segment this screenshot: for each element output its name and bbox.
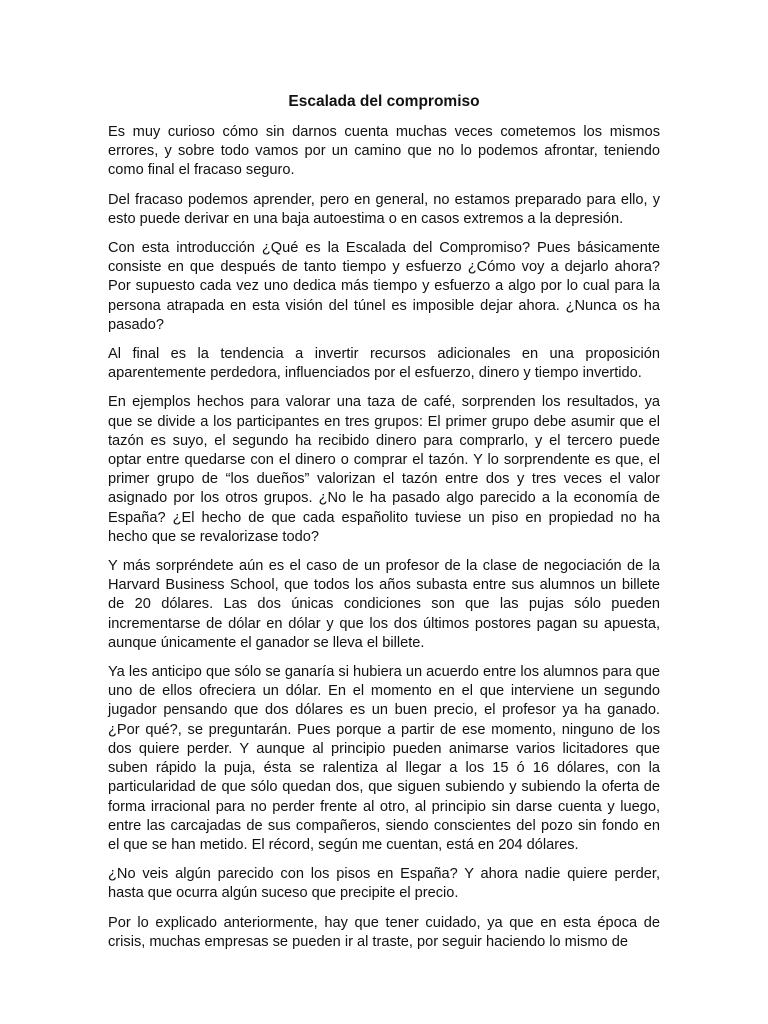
- paragraph-7: Ya les anticipo que sólo se ganaría si hubiera un acuerdo entre los alumnos para que uno de ellos ofreciera un dólar. En el momento en el que interviene un segundo jugador pensando que dos dólares es un buen precio, el profesor ya ha ganado. ¿Por qué?, se preguntarán. Pues porque a partir de ese momento, ninguno de los dos quiere perder. Y aunque al principio pueden animarse varios licitadores que suben rápido la puja, ésta se ralentiza al llegar a los 15 ó 16 dólares, con la particularidad de que sólo quedan dos, que siguen subiendo y subiendo la oferta de forma irracional para no perder frente al otro, al principio sin darse cuenta y luego, entre las carcajadas de sus compañeros, siendo conscientes del pozo sin fondo en el que se han metido. El récord, según me cuentan, está en 204 dólares.: [108, 664, 660, 853]
- paragraph-9: Por lo explicado anteriormente, hay que tener cuidado, ya que en esta época de crisis, muchas empresas se pueden ir al traste, por seguir haciendo lo mismo de: [108, 914, 660, 950]
- document-title: Escalada del compromiso: [288, 93, 480, 110]
- paragraph-5: En ejemplos hechos para valorar una taza de café, sorprenden los resultados, ya que se divide a los participantes en tres grupos: El primer grupo debe asumir que el tazón es suyo, el segundo ha recibido dinero para comprarlo, y el tercero puede optar entre quedarse con el dinero o comprar el tazón. Y lo sorprendente es que, el primer grupo de “los dueños” valorizan el tazón entre dos y tres veces el valor asignado por los otros grupos. ¿No le ha pasado algo parecido a la economía de España? ¿El hecho de que cada españolito tuviese un piso en propiedad no ha hecho que se revalorizase todo?: [108, 394, 660, 545]
- paragraph-8: ¿No veis algún parecido con los pisos en España? Y ahora nadie quiere perder, hasta que ocurra algún suceso que precipite el precio.: [108, 866, 660, 902]
- paragraph-1: Es muy curioso cómo sin darnos cuenta muchas veces cometemos los mismos errores, y sobre todo vamos por un camino que no lo podemos afrontar, teniendo como final el fracaso seguro.: [108, 124, 660, 179]
- paragraph-2: Del fracaso podemos aprender, pero en general, no estamos preparado para ello, y esto puede derivar en una baja autoestima o en casos extremos a la depresión.: [108, 191, 660, 227]
- paragraph-4: Al final es la tendencia a invertir recursos adicionales en una proposición aparentemente perdedora, influenciados por el esfuerzo, dinero y tiempo invertido.: [108, 346, 660, 382]
- document-page: [108, 92, 660, 962]
- paragraph-3: Con esta introducción ¿Qué es la Escalada del Compromiso? Pues básicamente consiste en que después de tanto tiempo y esfuerzo ¿Cómo voy a dejarlo ahora? Por supuesto cada vez uno dedica más tiempo y esfuerzo a algo por lo cual para la persona atrapada en esta visión del túnel es imposible dejar ahora. ¿Nunca os ha pasado?: [108, 240, 660, 333]
- paragraph-6: Y más sorpréndete aún es el caso de un profesor de la clase de negociación de la Harvard Business School, que todos los años subasta entre sus alumnos un billete de 20 dólares. Las dos únicas condiciones son que las pujas sólo pueden incrementarse de dólar en dólar y que los dos últimos postores pagan su apuesta, aunque únicamente el ganador se lleva el billete.: [108, 558, 660, 651]
